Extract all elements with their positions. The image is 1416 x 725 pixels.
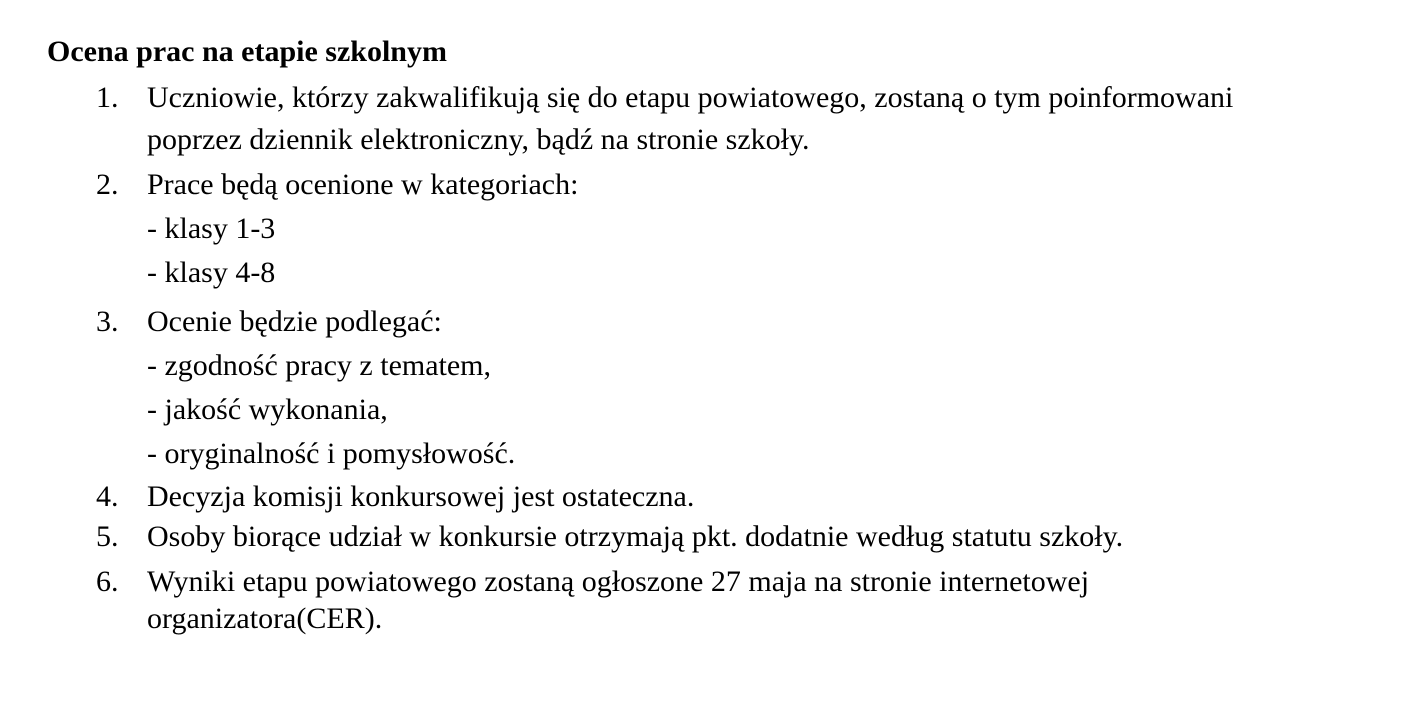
list-item-number-1: 1. — [96, 81, 119, 114]
list-item-1-line-2: poprzez dziennik elektroniczny, bądź na stronie szkoły. — [147, 123, 810, 156]
list-item-3-line-1: Ocenie będzie podlegać: — [147, 305, 442, 338]
list-item-6-line-1: Wyniki etapu powiatowego zostaną ogłoszone 27 maja na stronie internetowej — [147, 565, 1090, 598]
list-item-6-line-2: organizatora(CER). — [147, 602, 383, 635]
list-item-2-line-3: - klasy 4-8 — [147, 256, 276, 289]
list-item-2-line-2: - klasy 1-3 — [147, 212, 276, 245]
list-item-1-line-1: Uczniowie, którzy zakwalifikują się do etapu powiatowego, zostaną o tym poinformowani — [147, 81, 1234, 114]
list-item-2-line-1: Prace będą ocenione w kategoriach: — [147, 168, 579, 201]
list-item-3-line-4: - oryginalność i pomysłowość. — [147, 437, 516, 470]
list-item-3-line-2: - zgodność pracy z tematem, — [147, 349, 492, 382]
list-item-number-6: 6. — [96, 565, 119, 598]
list-item-number-4: 4. — [96, 480, 119, 513]
list-item-number-5: 5. — [96, 520, 119, 553]
list-item-number-3: 3. — [96, 305, 119, 338]
document-heading: Ocena prac na etapie szkolnym — [47, 35, 447, 68]
list-item-4-line-1: Decyzja komisji konkursowej jest ostateczna. — [147, 480, 695, 513]
list-item-number-2: 2. — [96, 168, 119, 201]
list-item-3-line-3: - jakość wykonania, — [147, 393, 388, 426]
list-item-5-line-1: Osoby biorące udział w konkursie otrzymają pkt. dodatnie według statutu szkoły. — [147, 520, 1124, 553]
